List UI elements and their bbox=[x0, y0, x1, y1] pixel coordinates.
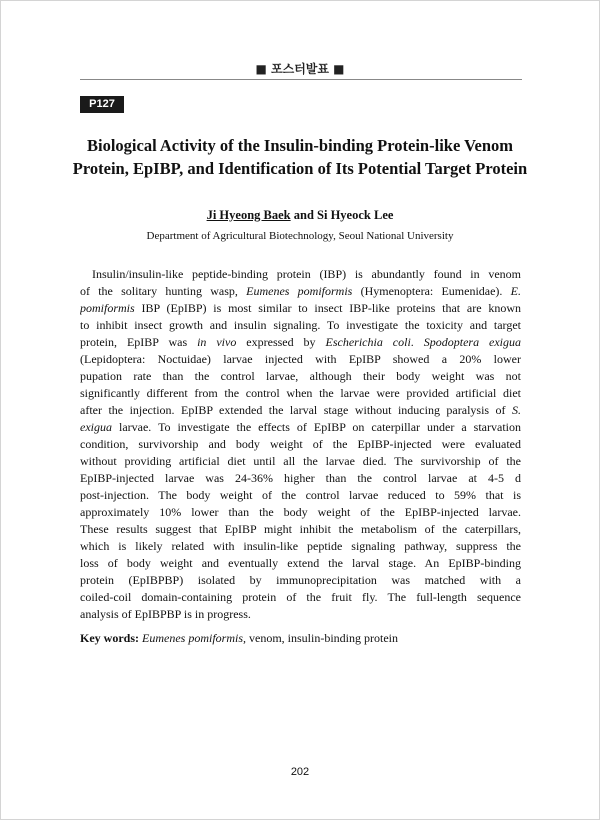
author-presenting: Ji Hyeong Baek bbox=[206, 208, 291, 222]
keywords-rest: venom, insulin-binding protein bbox=[246, 631, 398, 645]
abstract-line: condition, survivorship and body weight of the EpIBP-injected were evaluated bbox=[80, 437, 521, 451]
abstract-line: EpIBP-injected larvae was 24-36% higher than the control larvae at 4-5 d bbox=[80, 471, 521, 485]
abstract-line: pupation rate than the control larvae, although their body weight was not bbox=[80, 369, 521, 383]
poster-code-badge: P127 bbox=[80, 96, 124, 113]
abstract-line: (Lepidoptera: Noctuidae) larvae injected with EpIBP showed a 20% lower bbox=[80, 352, 521, 366]
author-second: Si Hyeock Lee bbox=[317, 208, 394, 222]
keywords bbox=[80, 630, 521, 647]
abstract-line: protein, EpIBP was in vivo expressed by Escherichia coli. Spodoptera exigua bbox=[80, 335, 521, 349]
title-line-2: Protein, EpIBP, and Identification of Its Potential Target Protein bbox=[72, 159, 528, 178]
abstract-body bbox=[80, 266, 521, 623]
section-header: ■ 포스터발표 ■ bbox=[255, 62, 345, 76]
author-joiner: and bbox=[290, 208, 318, 222]
abstract-line: without providing artificial diet until all the larvae died. The survivorship of the bbox=[80, 454, 521, 468]
abstract-line: Insulin/insulin-like peptide-binding protein (IBP) is abundantly found in venom bbox=[92, 267, 521, 281]
header-divider bbox=[80, 79, 522, 80]
abstract-line: which is likely related with insulin-like peptide signaling pathway, suppress the bbox=[80, 539, 521, 553]
paper-title bbox=[60, 134, 540, 180]
abstract-line: protein (EpIBPBP) isolated by immunoprecipitation was matched with a bbox=[80, 573, 521, 587]
abstract-line: after the injection. EpIBP extended the larval stage without inducing paralysis of S. bbox=[80, 403, 521, 417]
page-number: 202 bbox=[290, 766, 310, 778]
title-line-1: Biological Activity of the Insulin-binding Protein-like Venom bbox=[87, 136, 513, 155]
abstract-line: of the solitary hunting wasp, Eumenes pomiformis (Hymenoptera: Eumenidae). E. bbox=[80, 284, 521, 298]
abstract-line: pomiformis IBP (EpIBP) is most similar to insect IBP-like proteins that are known bbox=[80, 301, 521, 315]
abstract-line: significantly different from the control when the larvae were provided artificial diet bbox=[80, 386, 521, 400]
abstract-line: analysis of EpIBPBP is in progress. bbox=[80, 607, 251, 621]
author-list bbox=[0, 208, 600, 223]
abstract-line: approximately 10% lower than the body weight of the EpIBP-injected larvae. bbox=[80, 505, 521, 519]
abstract-line: coiled-coil domain-containing protein of the fruit fly. The full-length sequence bbox=[80, 590, 521, 604]
keyword-species: Eumenes pomiformis, bbox=[142, 631, 246, 645]
abstract-line: to inhibit insect growth and insulin signaling. To investigate the toxicity and target bbox=[80, 318, 521, 332]
abstract-line: post-injection. The body weight of the control larvae reduced to 59% that is bbox=[80, 488, 521, 502]
keywords-label: Key words: bbox=[80, 631, 139, 645]
abstract-line: loss of body weight and eventually extend the larval stage. An EpIBP-binding bbox=[80, 556, 521, 570]
abstract-line: exigua larvae. To investigate the effects of EpIBP on caterpillar under a starvation bbox=[80, 420, 521, 434]
abstract-line: These results suggest that EpIBP might inhibit the metabolism of the caterpillars, bbox=[80, 522, 521, 536]
affiliation: Department of Agricultural Biotechnology, Seoul National University bbox=[146, 230, 454, 242]
